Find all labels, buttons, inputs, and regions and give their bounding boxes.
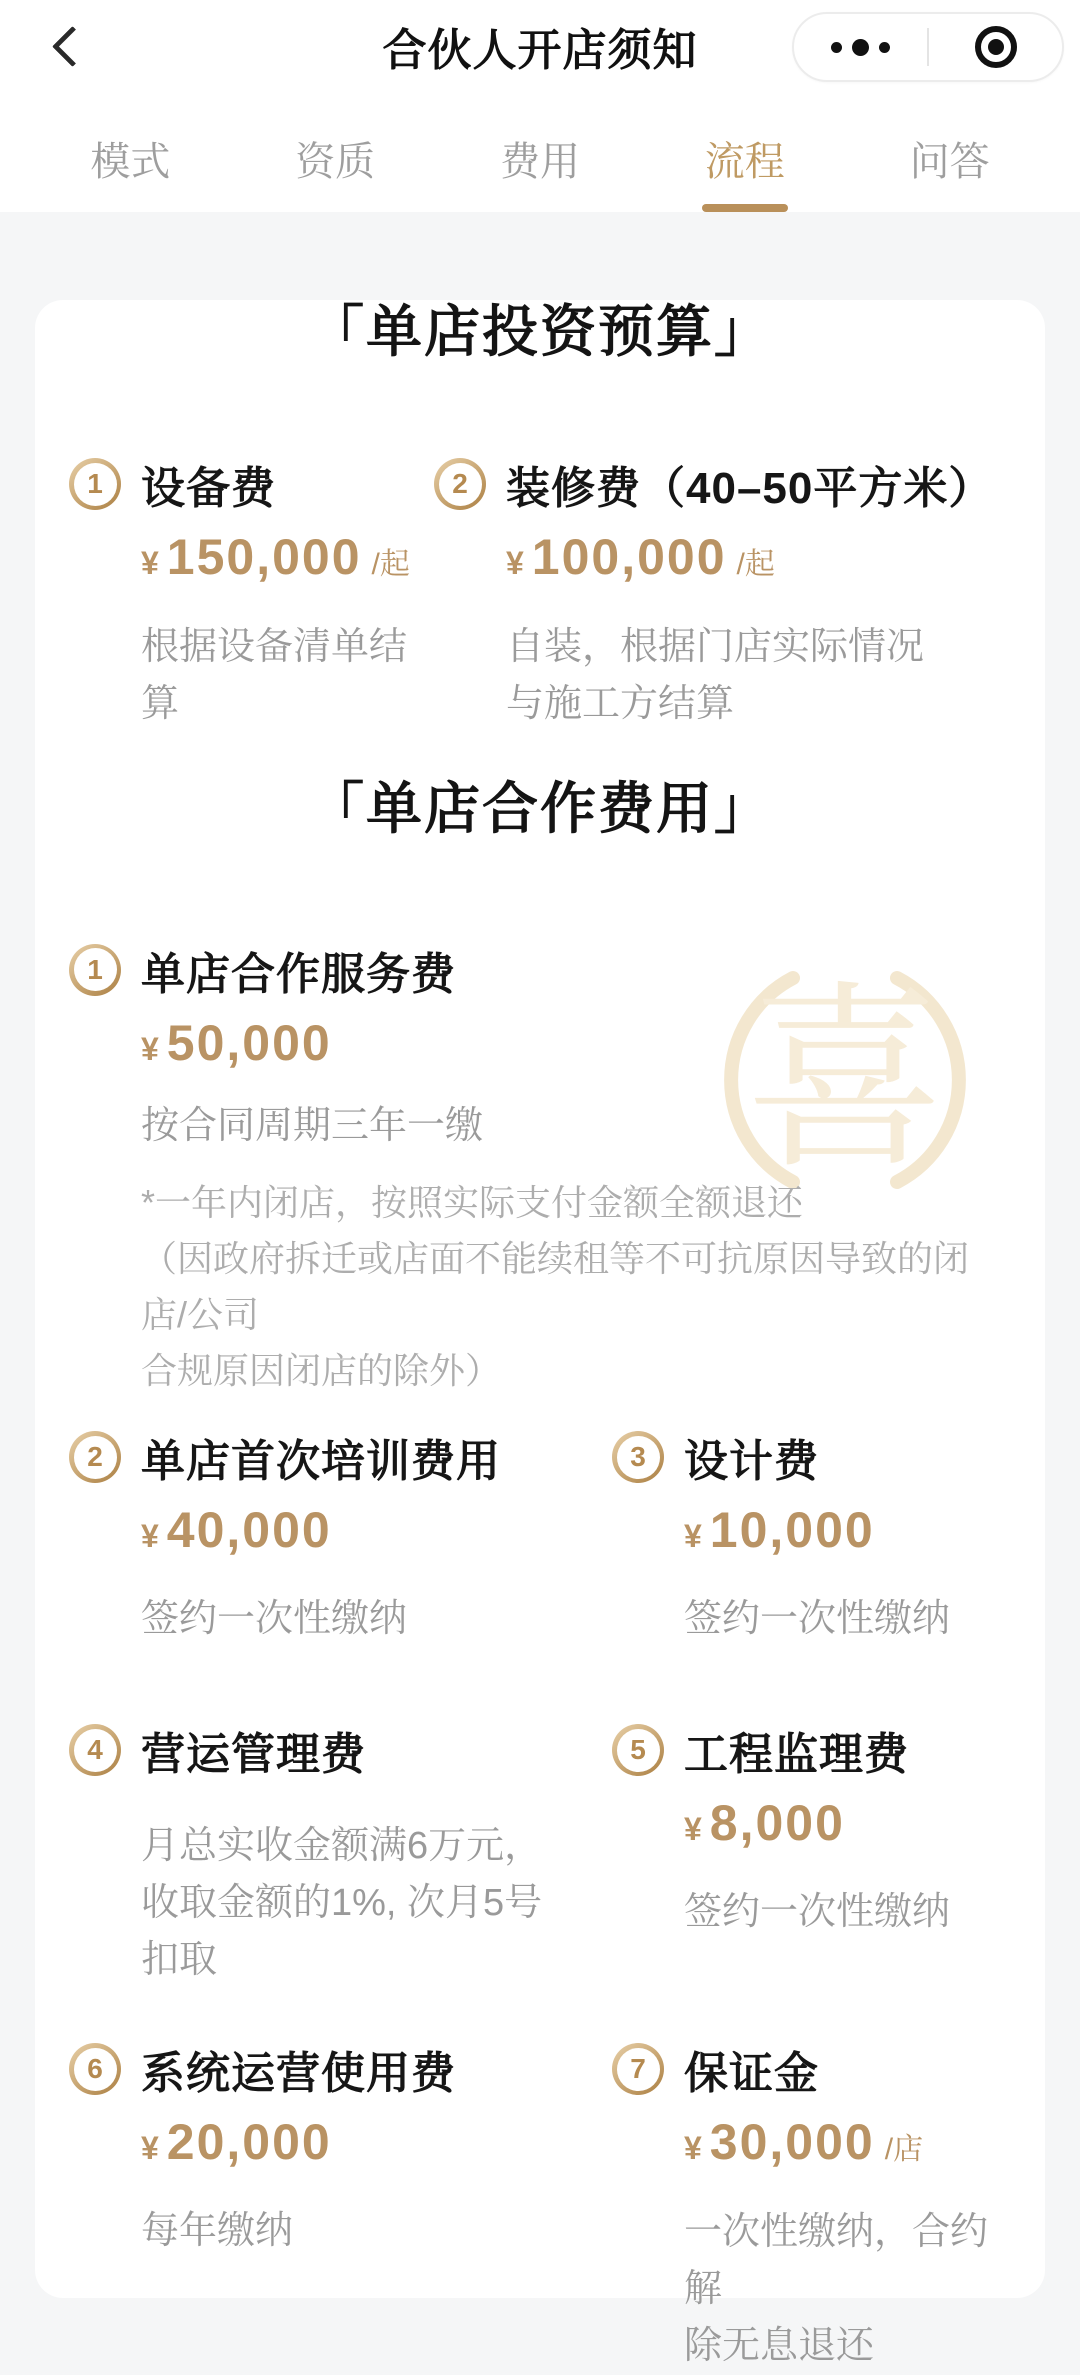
fee-price — [141, 529, 434, 586]
fee-item-equipment — [69, 452, 434, 733]
fee-price — [684, 1502, 1011, 1559]
fee-item-service-fee — [69, 938, 1011, 1400]
fee-item-deposit — [612, 2037, 1011, 2375]
tab-bar — [0, 92, 1080, 212]
fee-item-label: 工程监理费 — [684, 1730, 909, 1780]
fee-item-label: 设备费 — [141, 464, 276, 514]
fee-note: 自装，根据门店实际情况 与施工方结算 — [506, 626, 925, 726]
fee-price — [141, 1014, 1011, 1071]
item-number-badge: 6 — [69, 2043, 121, 2095]
navigation-bar — [0, 0, 1080, 92]
item-number-badge: 1 — [69, 944, 121, 996]
fee-item-label: 装修费（40–50平方米） — [506, 464, 994, 514]
fee-price — [684, 2114, 1011, 2171]
fee-item-system-usage — [69, 2037, 612, 2375]
currency-symbol: ¥ — [141, 2130, 159, 2167]
currency-symbol: ¥ — [141, 1518, 159, 1555]
fees-row-1 — [69, 1425, 1011, 1648]
miniprogram-exit-icon — [975, 26, 1017, 68]
price-amount: 30,000 — [709, 2114, 875, 2171]
fee-fine-print: *一年内闭店，按照实际支付金额全额退还 （因政府拆迁或店面不能续租等不可抗原因导致的闭店/公司 合规原因闭店的除外） — [141, 1181, 970, 1392]
fee-note: 签约一次性缴纳 — [684, 1598, 951, 1641]
svg-text:喜: 喜 — [744, 968, 946, 1192]
price-amount: 20,000 — [166, 2114, 332, 2171]
back-chevron-icon — [51, 25, 92, 66]
tab-feiyong[interactable]: 费用 — [499, 140, 580, 184]
fee-item-renovation — [434, 452, 1011, 733]
price-amount: 150,000 — [166, 529, 362, 586]
fee-note: 签约一次性缴纳 — [141, 1598, 408, 1641]
page-content — [0, 212, 1080, 2368]
fee-price — [141, 2114, 612, 2171]
currency-symbol: ¥ — [684, 1811, 702, 1848]
item-number-badge: 2 — [69, 1431, 121, 1483]
fee-note: 一次性缴纳，合约解 除无息退还 — [684, 2211, 989, 2368]
miniprogram-capsule — [792, 12, 1064, 82]
fee-note: 每年缴纳 — [141, 2210, 294, 2253]
tab-liucheng-active[interactable]: 流程 — [642, 92, 847, 212]
price-amount: 100,000 — [531, 529, 727, 586]
item-number-badge: 7 — [612, 2043, 664, 2095]
price-amount: 40,000 — [166, 1502, 332, 1559]
fee-price — [141, 1502, 612, 1559]
tab-zizhi[interactable]: 资质 — [295, 140, 376, 184]
fees-row-2 — [69, 1718, 1011, 1989]
fee-note: 月总实收金额满6万元， 收取金额的1%, 次月5号 扣取 — [141, 1825, 543, 1982]
fee-price — [506, 529, 1011, 586]
fee-item-label: 营运管理费 — [141, 1730, 366, 1780]
fee-item-training — [69, 1425, 612, 1648]
currency-symbol: ¥ — [684, 2130, 702, 2167]
item-number-badge: 2 — [434, 458, 486, 510]
tab-wenda[interactable]: 问答 — [909, 140, 990, 184]
fee-price — [684, 1795, 1011, 1852]
active-tab-indicator — [702, 204, 788, 212]
currency-symbol: ¥ — [141, 545, 159, 582]
item-number-badge: 1 — [69, 458, 121, 510]
item-number-badge: 3 — [612, 1431, 664, 1483]
fee-note: 根据设备清单结算 — [141, 626, 408, 726]
fee-item-operations-management — [69, 1718, 612, 1989]
section-title-investment-budget: 「单店投资预算」 — [308, 300, 772, 363]
tab-moshi[interactable]: 模式 — [90, 140, 171, 184]
fee-item-design — [612, 1425, 1011, 1648]
currency-symbol: ¥ — [684, 1518, 702, 1555]
back-button[interactable] — [46, 24, 90, 68]
fee-item-label: 系统运营使用费 — [141, 2049, 456, 2099]
fee-note: 签约一次性缴纳 — [684, 1891, 951, 1934]
price-suffix: /店 — [884, 2133, 924, 2167]
currency-symbol: ¥ — [141, 1030, 159, 1067]
item-number-badge: 4 — [69, 1724, 121, 1776]
fees-row-3 — [69, 2037, 1011, 2375]
info-card — [35, 300, 1045, 2368]
price-suffix: /起 — [371, 548, 410, 582]
more-options-icon — [831, 39, 890, 56]
price-amount: 50,000 — [166, 1014, 332, 1071]
price-amount: 8,000 — [709, 1795, 845, 1852]
fee-item-label: 单店首次培训费用 — [141, 1437, 501, 1487]
fee-note: 按合同周期三年一缴 — [141, 1104, 484, 1147]
price-amount: 10,000 — [709, 1502, 875, 1559]
fee-item-label: 单店合作服务费 — [141, 949, 456, 999]
more-options-button[interactable] — [794, 14, 927, 80]
fee-item-label: 保证金 — [684, 2049, 819, 2099]
item-number-badge: 5 — [612, 1724, 664, 1776]
page-title: 合伙人开店须知 — [382, 26, 698, 75]
fee-item-label: 设计费 — [684, 1437, 819, 1487]
price-suffix: /起 — [736, 548, 775, 582]
fee-item-engineering-supervision — [612, 1718, 1011, 1989]
budget-items-row — [69, 452, 1011, 733]
miniprogram-exit-button[interactable] — [929, 14, 1062, 80]
currency-symbol: ¥ — [506, 545, 524, 582]
section-title-cooperation-fees: 「单店合作费用」 — [308, 777, 772, 841]
